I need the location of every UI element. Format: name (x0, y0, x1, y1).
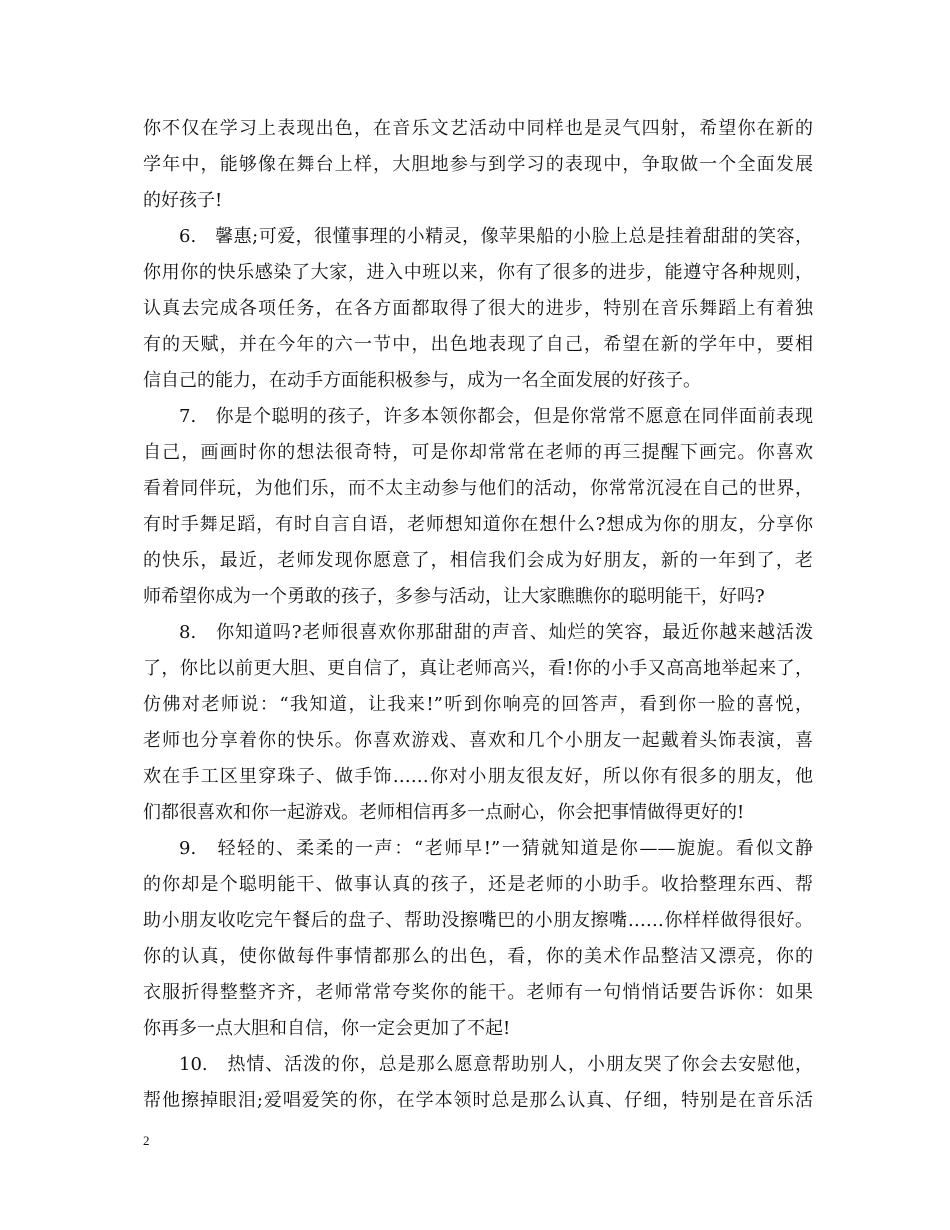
text-line: 10. 热情、活泼的你，总是那么愿意帮助别人，小朋友哭了你会去安慰他， (179, 1054, 813, 1075)
text-line: 的快乐，最近，老师发现你愿意了，相信我们会成为好朋友，新的一年到了，老 (143, 550, 813, 571)
text-line: 助小朋友收吃完午餐后的盘子、帮助没擦嘴巴的小朋友擦嘴……你样样做得很好。 (143, 910, 813, 931)
text-line: 仿佛对老师说：“我知道，让我来!”听到你响亮的回答声，看到你一脸的喜悦， (143, 694, 813, 715)
text-line: 们都很喜欢和你一起游戏。老师相信再多一点耐心，你会把事情做得更好的! (143, 802, 745, 823)
text-line: 帮他擦掉眼泪;爱唱爱笑的你，在学本领时总是那么认真、仔细，特别是在音乐活 (143, 1090, 813, 1111)
text-line: 你的认真，使你做每件事情都那么的出色，看，你的美术作品整洁又漂亮，你的 (143, 946, 813, 967)
text-line: 的你却是个聪明能干、做事认真的孩子，还是老师的小助手。收拾整理东西、帮 (143, 874, 813, 895)
text-line: 了，你比以前更大胆、更自信了，真让老师高兴，看!你的小手又高高地举起来了， (143, 658, 813, 679)
text-line: 8. 你知道吗?老师很喜欢你那甜甜的声音、灿烂的笑容，最近你越来越活泼 (179, 622, 813, 643)
text-line: 有的天赋，并在今年的六一节中，出色地表现了自己，希望在新的学年中，要相 (143, 334, 813, 355)
text-line: 的好孩子! (143, 190, 223, 211)
text-line: 你用你的快乐感染了大家，进入中班以来，你有了很多的进步，能遵守各种规则， (143, 262, 813, 283)
text-line: 认真去完成各项任务，在各方面都取得了很大的进步，特别在音乐舞蹈上有着独 (143, 298, 813, 319)
text-line: 学年中，能够像在舞台上样，大胆地参与到学习的表现中，争取做一个全面发展 (143, 154, 813, 175)
text-line: 衣服折得整整齐齐，老师常常夸奖你的能干。老师有一句悄悄话要告诉你：如果 (143, 982, 813, 1003)
text-line: 老师也分享着你的快乐。你喜欢游戏、喜欢和几个小朋友一起戴着头饰表演，喜 (143, 730, 813, 751)
text-line: 9. 轻轻的、柔柔的一声：“老师早!”一猜就知道是你——旎旎。看似文静 (179, 838, 813, 859)
page-number: 2 (143, 1133, 150, 1148)
text-line: 自己，画画时你的想法很奇特，可是你却常常在老师的再三提醒下画完。你喜欢 (143, 442, 813, 463)
text-line: 看着同伴玩，为他们乐，而不太主动参与他们的活动，你常常沉浸在自己的世界， (143, 478, 813, 499)
text-line: 师希望你成为一个勇敢的孩子，多参与活动，让大家瞧瞧你的聪明能干，好吗? (143, 586, 765, 607)
text-line: 信自己的能力，在动手方面能积极参与，成为一名全面发展的好孩子。 (143, 370, 701, 391)
text-line: 你不仅在学习上表现出色，在音乐文艺活动中同样也是灵气四射，希望你在新的 (143, 118, 813, 139)
text-line: 6. 馨惠;可爱，很懂事理的小精灵，像苹果船的小脸上总是挂着甜甜的笑容， (179, 226, 813, 247)
text-line: 欢在手工区里穿珠子、做手饰……你对小朋友很友好，所以你有很多的朋友，他 (143, 766, 813, 787)
text-line: 你再多一点大胆和自信，你一定会更加了不起! (143, 1018, 511, 1039)
text-line: 有时手舞足蹈，有时自言自语，老师想知道你在想什么?想成为你的朋友，分享你 (143, 514, 813, 535)
text-line: 7. 你是个聪明的孩子，许多本领你都会，但是你常常不愿意在同伴面前表现 (179, 406, 813, 427)
